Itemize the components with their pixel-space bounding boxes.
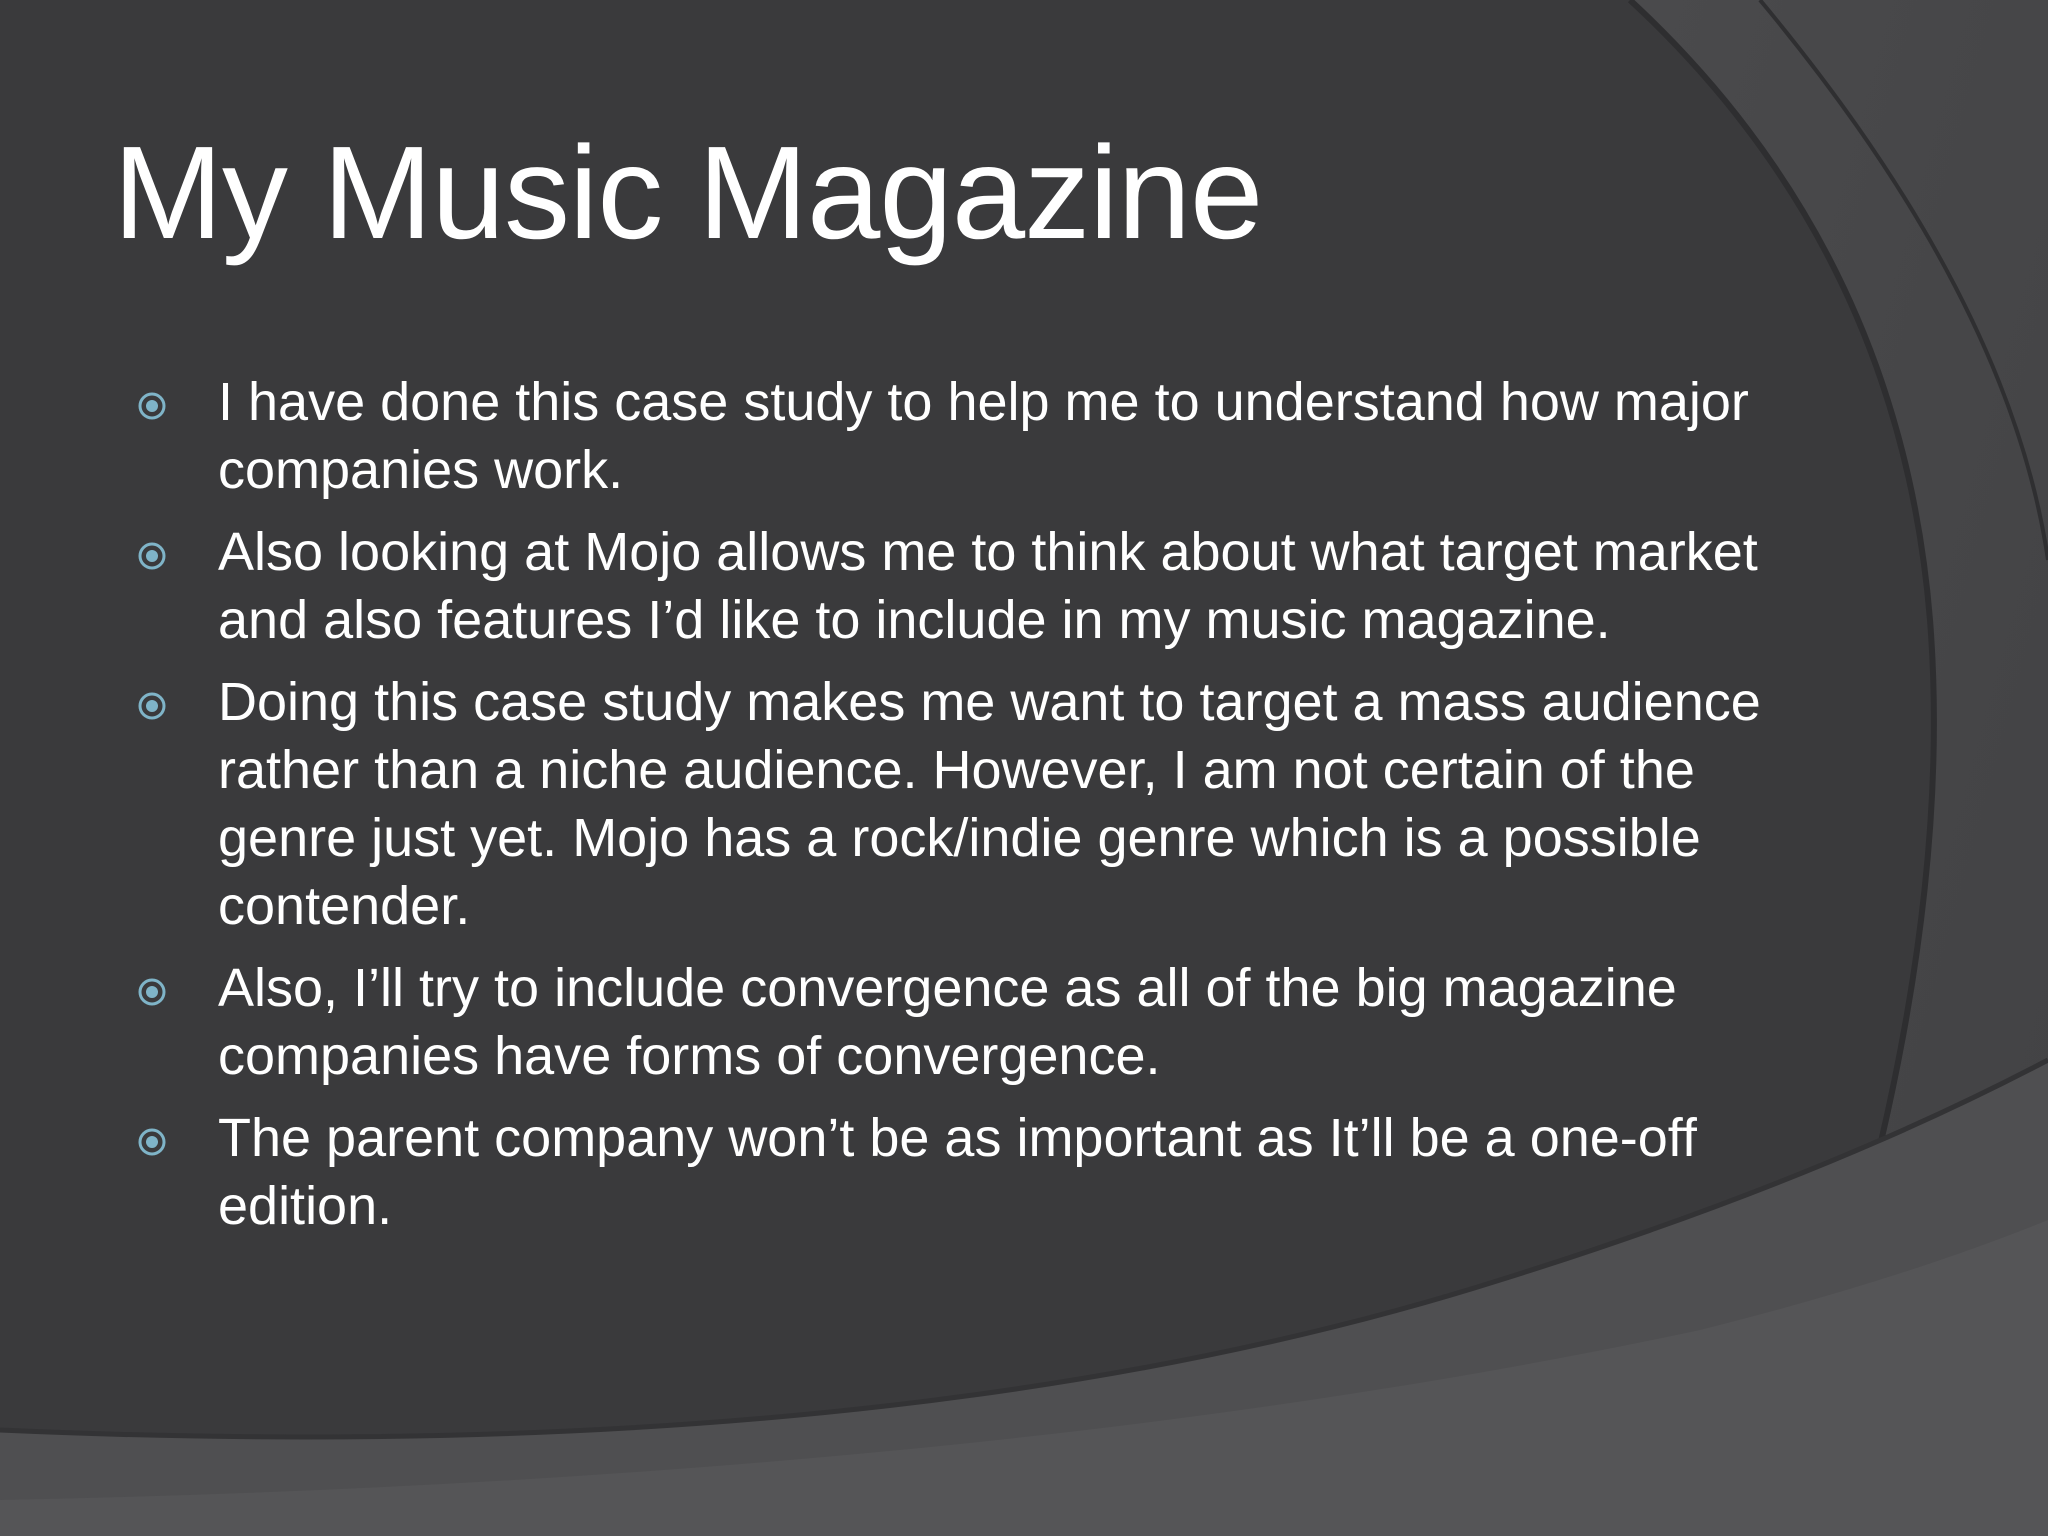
circled-dot-bullet-icon [137, 391, 167, 421]
bullet-text: Also, I’ll try to include convergence as all of the big magazine companies have forms of convergence. [218, 958, 1677, 1086]
bullet-text: Also looking at Mojo allows me to think about what target market and also features I’d like to include in my music magazine. [218, 522, 1758, 650]
bullet-list [0, 368, 1800, 1254]
list-item [0, 668, 1800, 940]
slide-title: My Music Magazine [113, 119, 1263, 266]
bullet-text: I have done this case study to help me to understand how major companies work. [218, 372, 1749, 500]
circled-dot-bullet-icon [137, 1127, 167, 1157]
circled-dot-bullet-icon [137, 691, 167, 721]
list-item [0, 368, 1800, 504]
list-item [0, 1104, 1800, 1240]
list-item [0, 518, 1800, 654]
circled-dot-bullet-icon [137, 977, 167, 1007]
bullet-text: The parent company won’t be as important as It’ll be a one-off edition. [218, 1108, 1697, 1236]
circled-dot-bullet-icon [137, 541, 167, 571]
list-item [0, 954, 1800, 1090]
bullet-text: Doing this case study makes me want to target a mass audience rather than a niche audience. However, I am not certain of the genre just yet. Mojo has a rock/indie genre which is a possible contender. [218, 672, 1761, 936]
